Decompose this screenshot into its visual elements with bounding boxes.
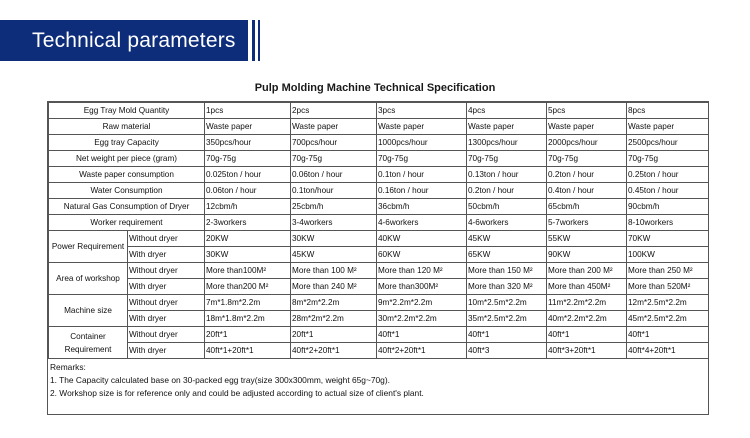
table-cell: 20KW bbox=[205, 231, 291, 247]
table-cell: More than 120 M² bbox=[377, 263, 467, 279]
table-cell: 0.2ton / hour bbox=[547, 167, 627, 183]
table-cell: 9m*2.2m*2.2m bbox=[377, 295, 467, 311]
row-label: Net weight per piece (gram) bbox=[49, 151, 205, 167]
table-cell: Waste paper bbox=[627, 119, 709, 135]
table-row bbox=[49, 231, 709, 247]
remarks-line: 2. Workshop size is for reference only and could be adjusted according to actual size of client's plant. bbox=[50, 388, 424, 398]
table-cell: 25cbm/h bbox=[291, 199, 377, 215]
table-row bbox=[49, 311, 709, 327]
table-cell: 40m*2.2m*2.2m bbox=[547, 311, 627, 327]
banner-accent-bar bbox=[252, 20, 255, 61]
table-cell: More than 200 M² bbox=[547, 263, 627, 279]
table-cell: 0.06ton / hour bbox=[291, 167, 377, 183]
row-label: Raw material bbox=[49, 119, 205, 135]
table-row bbox=[49, 119, 709, 135]
table-row bbox=[49, 263, 709, 279]
spec-table bbox=[48, 102, 709, 359]
row-sub-label: Without dryer bbox=[128, 295, 205, 311]
row-group-label: Power Requirement bbox=[49, 231, 128, 263]
table-cell: Waste paper bbox=[205, 119, 291, 135]
row-sub-label: Without dryer bbox=[128, 231, 205, 247]
table-row bbox=[49, 151, 709, 167]
table-cell: 0.2ton / hour bbox=[467, 183, 547, 199]
table-cell: 36cbm/h bbox=[377, 199, 467, 215]
table-row bbox=[49, 327, 709, 343]
table-cell: 45KW bbox=[467, 231, 547, 247]
table-cell: More than 250 M² bbox=[627, 263, 709, 279]
table-cell: 70g-75g bbox=[205, 151, 291, 167]
table-cell: 10m*2.5m*2.2m bbox=[467, 295, 547, 311]
table-cell: 70g-75g bbox=[291, 151, 377, 167]
table-row bbox=[49, 199, 709, 215]
table-row bbox=[49, 279, 709, 295]
table-cell: 100KW bbox=[627, 247, 709, 263]
row-sub-label: Without dryer bbox=[128, 327, 205, 343]
table-cell: More than300M² bbox=[377, 279, 467, 295]
row-sub-label: Without dryer bbox=[128, 263, 205, 279]
table-cell: 0.16ton / hour bbox=[377, 183, 467, 199]
banner-title: Technical parameters bbox=[32, 29, 236, 52]
table-cell: 28m*2m*2.2m bbox=[291, 311, 377, 327]
table-cell: 40ft*1 bbox=[377, 327, 467, 343]
table-cell: More than 150 M² bbox=[467, 263, 547, 279]
table-cell: 40ft*1+20ft*1 bbox=[205, 343, 291, 359]
table-cell: 70g-75g bbox=[627, 151, 709, 167]
table-cell: More than 100 M² bbox=[291, 263, 377, 279]
table-row bbox=[49, 135, 709, 151]
table-cell: 2-3workers bbox=[205, 215, 291, 231]
table-cell: 3-4workers bbox=[291, 215, 377, 231]
table-cell: 20ft*1 bbox=[291, 327, 377, 343]
table-cell: 4-6workers bbox=[377, 215, 467, 231]
table-cell: 4-6workers bbox=[467, 215, 547, 231]
remarks bbox=[48, 359, 708, 400]
table-cell: 30m*2.2m*2.2m bbox=[377, 311, 467, 327]
table-cell: 2500pcs/hour bbox=[627, 135, 709, 151]
table-cell: Waste paper bbox=[547, 119, 627, 135]
table-cell: 40ft*4+20ft*1 bbox=[627, 343, 709, 359]
table-cell: 40ft*2+20ft*1 bbox=[377, 343, 467, 359]
table-title: Pulp Molding Machine Technical Specification bbox=[254, 82, 496, 94]
table-cell: 5-7workers bbox=[547, 215, 627, 231]
banner-accent-bar bbox=[258, 20, 260, 61]
remarks-line: 1. The Capacity calculated base on 30-packed egg tray(size 300x300mm, weight 65g~70g). bbox=[50, 375, 390, 385]
table-cell: 70g-75g bbox=[467, 151, 547, 167]
table-cell: 0.13ton / hour bbox=[467, 167, 547, 183]
table-cell: 70g-75g bbox=[377, 151, 467, 167]
spec-sheet bbox=[47, 101, 709, 415]
table-cell: 40KW bbox=[377, 231, 467, 247]
table-cell: 40ft*1 bbox=[467, 327, 547, 343]
table-cell: Waste paper bbox=[377, 119, 467, 135]
row-label: Egg tray Capacity bbox=[49, 135, 205, 151]
table-cell: 1300pcs/hour bbox=[467, 135, 547, 151]
table-row bbox=[49, 183, 709, 199]
table-cell: 11m*2.2m*2.2m bbox=[547, 295, 627, 311]
table-cell: 2000pcs/hour bbox=[547, 135, 627, 151]
table-cell: 65KW bbox=[467, 247, 547, 263]
table-row bbox=[49, 295, 709, 311]
table-cell: 40ft*1 bbox=[627, 327, 709, 343]
table-cell: 45m*2.5m*2.2m bbox=[627, 311, 709, 327]
table-row bbox=[49, 247, 709, 263]
table-row bbox=[49, 215, 709, 231]
section-banner bbox=[0, 20, 248, 61]
table-cell: More than 450M² bbox=[547, 279, 627, 295]
table-cell: 3pcs bbox=[377, 103, 467, 119]
table-cell: 2pcs bbox=[291, 103, 377, 119]
table-cell: More than 240 M² bbox=[291, 279, 377, 295]
row-label: Waste paper consumption bbox=[49, 167, 205, 183]
table-cell: 0.06ton / hour bbox=[205, 183, 291, 199]
table-cell: 65cbm/h bbox=[547, 199, 627, 215]
table-cell: More than 320 M² bbox=[467, 279, 547, 295]
table-cell: 40ft*3 bbox=[467, 343, 547, 359]
row-group-label: Area of workshop bbox=[49, 263, 128, 295]
table-row bbox=[49, 167, 709, 183]
table-cell: 4pcs bbox=[467, 103, 547, 119]
table-cell: More than200 M² bbox=[205, 279, 291, 295]
row-group-label: Container Requirement bbox=[49, 327, 128, 359]
table-cell: 18m*1.8m*2.2m bbox=[205, 311, 291, 327]
row-label: Egg Tray Mold Quantity bbox=[49, 103, 205, 119]
table-cell: 12m*2.5m*2.2m bbox=[627, 295, 709, 311]
table-cell: 90cbm/h bbox=[627, 199, 709, 215]
table-row bbox=[49, 343, 709, 359]
row-label: Natural Gas Consumption of Dryer bbox=[49, 199, 205, 215]
table-cell: 50cbm/h bbox=[467, 199, 547, 215]
table-cell: More than100M² bbox=[205, 263, 291, 279]
table-cell: 0.45ton / hour bbox=[627, 183, 709, 199]
table-cell: 350pcs/hour bbox=[205, 135, 291, 151]
table-cell: 40ft*2+20ft*1 bbox=[291, 343, 377, 359]
table-cell: 1000pcs/hour bbox=[377, 135, 467, 151]
table-cell: 0.1ton / hour bbox=[377, 167, 467, 183]
row-sub-label: With dryer bbox=[128, 343, 205, 359]
row-sub-label: With dryer bbox=[128, 311, 205, 327]
table-cell: 8-10workers bbox=[627, 215, 709, 231]
table-cell: 0.4ton / hour bbox=[547, 183, 627, 199]
table-cell: 70KW bbox=[627, 231, 709, 247]
row-group-label: Machine size bbox=[49, 295, 128, 327]
row-sub-label: With dryer bbox=[128, 279, 205, 295]
table-cell: 8pcs bbox=[627, 103, 709, 119]
table-cell: Waste paper bbox=[467, 119, 547, 135]
table-cell: 35m*2.5m*2.2m bbox=[467, 311, 547, 327]
table-cell: 5pcs bbox=[547, 103, 627, 119]
table-cell: 12cbm/h bbox=[205, 199, 291, 215]
table-cell: 40ft*3+20ft*1 bbox=[547, 343, 627, 359]
table-cell: 90KW bbox=[547, 247, 627, 263]
table-cell: 55KW bbox=[547, 231, 627, 247]
table-cell: 40ft*1 bbox=[547, 327, 627, 343]
table-cell: More than 520M² bbox=[627, 279, 709, 295]
table-cell: Waste paper bbox=[291, 119, 377, 135]
remarks-heading: Remarks: bbox=[50, 362, 86, 372]
table-cell: 30KW bbox=[205, 247, 291, 263]
table-cell: 7m*1.8m*2.2m bbox=[205, 295, 291, 311]
table-cell: 700pcs/hour bbox=[291, 135, 377, 151]
table-cell: 1pcs bbox=[205, 103, 291, 119]
table-cell: 70g-75g bbox=[547, 151, 627, 167]
row-sub-label: With dryer bbox=[128, 247, 205, 263]
table-cell: 60KW bbox=[377, 247, 467, 263]
table-cell: 0.025ton / hour bbox=[205, 167, 291, 183]
row-label: Water Consumption bbox=[49, 183, 205, 199]
table-cell: 0.1ton/hour bbox=[291, 183, 377, 199]
table-cell: 20ft*1 bbox=[205, 327, 291, 343]
table-row bbox=[49, 103, 709, 119]
table-cell: 30KW bbox=[291, 231, 377, 247]
table-cell: 8m*2m*2.2m bbox=[291, 295, 377, 311]
table-cell: 0.25ton / hour bbox=[627, 167, 709, 183]
table-cell: 45KW bbox=[291, 247, 377, 263]
row-label: Worker requirement bbox=[49, 215, 205, 231]
